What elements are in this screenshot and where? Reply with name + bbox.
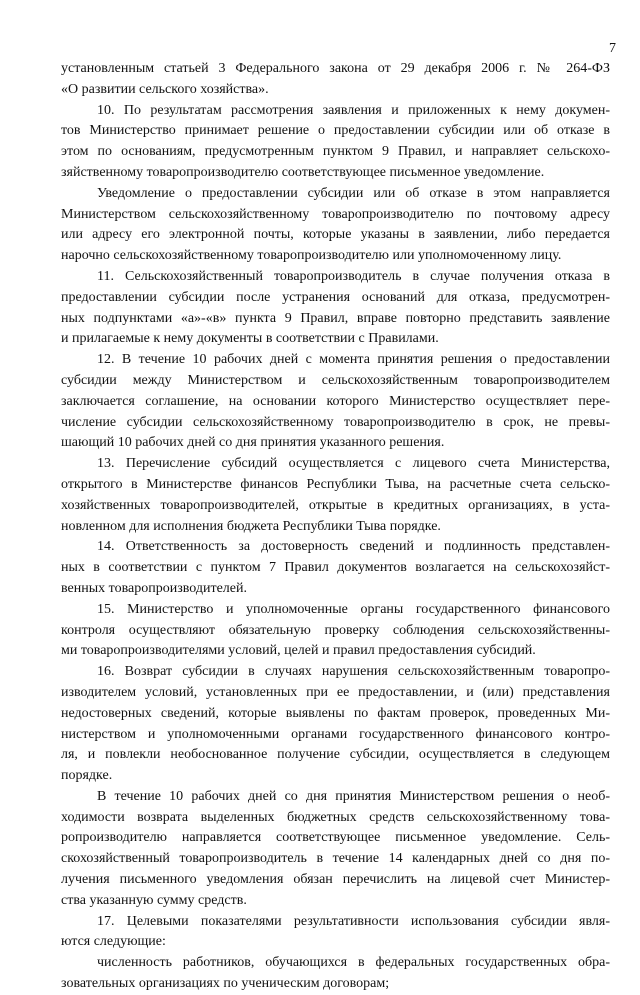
text-line: 14. Ответственность за достоверность сведений и подлинность представлен- [97, 539, 610, 555]
text-line: Министерством сельскохозяйственному товаропроизводителю по почтовому адресу [61, 206, 610, 222]
text-line: 16. Возврат субсидии в случаях нарушения сельскохозяйственным товаропро- [97, 664, 610, 680]
text-line: контроля осуществляют обязательную проверку соблюдения сельскохозяйственны- [61, 622, 610, 638]
text-line: ных подпунктами «а»-«в» пункта 9 Правил, вправе повторно представить заявление [61, 310, 610, 326]
page-number: 7 [609, 41, 616, 56]
text-line: ются следующие: [61, 934, 166, 950]
text-line: новленном для исполнения бюджета Республики Тыва порядке. [61, 518, 441, 534]
text-line: хозяйственных товаропроизводителей, открытые в кредитных организациях, в уста- [61, 497, 610, 513]
text-line: зяйственному товаропроизводителю соответствующее письменное уведомление. [61, 164, 545, 180]
text-line: ля, и повлекли необоснованное получение субсидии, осуществляется в следующем [61, 747, 610, 763]
text-line: или адресу его электронной почты, которые указаны в заявлении, либо передается [61, 227, 610, 243]
text-line: венных товаропроизводителей. [61, 580, 247, 596]
text-line: открытого в Министерстве финансов Республики Тыва, на расчетные счета сельско- [61, 476, 610, 492]
text-line: ми товаропроизводителями условий, целей и правил предоставления субсидий. [61, 643, 536, 659]
text-line: субсидии между Министерством и сельскохозяйственным товаропроизводителем [61, 372, 610, 388]
text-line: ства указанную сумму средств. [61, 892, 247, 908]
text-line: предоставлении субсидии после устранения оснований для отказа, предусмотрен- [61, 289, 610, 305]
text-line: нистерством и уполномоченными органами государственного финансового контро- [61, 726, 610, 742]
text-line: 10. По результатам рассмотрения заявления и приложенных к нему докумен- [97, 102, 610, 118]
text-line: 12. В течение 10 рабочих дней с момента принятия решения о предоставлении [97, 352, 610, 368]
text-line: ных в соответствии с пунктом 7 Правил документов возлагается на сельскохозяйст- [61, 560, 610, 576]
text-line: «О развитии сельского хозяйства». [61, 81, 269, 97]
text-line: скохозяйственный товаропроизводитель в течение 14 календарных дней со дня по- [61, 851, 610, 867]
text-line: этом по основаниям, предусмотренным пунктом 9 Правил, и направляет сельскохо- [61, 144, 610, 160]
document-body [61, 59, 610, 995]
text-line: установленным статьей 3 Федерального закона от 29 декабря 2006 г. № 264-ФЗ [61, 61, 610, 76]
text-line: шающий 10 рабочих дней со дня принятия указанного решения. [61, 435, 445, 451]
text-line: числение субсидии сельскохозяйственному товаропроизводителю в срок, не превы- [61, 414, 610, 430]
text-line: нарочно сельскохозяйственному товаропроизводителю или уполномоченному лицу. [61, 248, 562, 264]
text-line: заключается соглашение, на основании которого Министерство осуществляет пере- [61, 393, 610, 409]
text-line: тов Министерство принимает решение о предоставлении субсидии или об отказе в [61, 123, 610, 139]
text-line: В течение 10 рабочих дней со дня принятия Министерством решения о необ- [97, 788, 610, 804]
text-line: и прилагаемые к нему документы в соответствии с Правилами. [61, 331, 439, 347]
text-line: 11. Сельскохозяйственный товаропроизводитель в случае получения отказа в [97, 268, 610, 284]
text-line: лучения письменного уведомления обязан перечислить на лицевой счет Министер- [61, 872, 610, 888]
text-line: недостоверных сведений, которые выявлены по фактам проверок, проведенных Ми- [61, 705, 610, 721]
text-line: 15. Министерство и уполномоченные органы государственного финансового [97, 601, 610, 617]
text-line: ходимости возврата выделенных бюджетных средств сельскохозяйственному това- [61, 809, 610, 825]
text-line: зовательных организациях по ученическим договорам; [61, 976, 390, 992]
text-line: Уведомление о предоставлении субсидии или об отказе в этом направляется [97, 185, 610, 201]
text-line: изводителем условий, установленных при ее предоставлении, и (или) представления [61, 684, 610, 700]
text-line: 13. Перечисление субсидий осуществляется с лицевого счета Министерства, [97, 456, 610, 472]
text-line: порядке. [61, 768, 113, 784]
text-line: 17. Целевыми показателями результативности использования субсидии явля- [97, 913, 610, 929]
text-line: ропроизводителю направляется соответствующее письменное уведомление. Сель- [61, 830, 610, 846]
text-line: численность работников, обучающихся в федеральных государственных обра- [97, 955, 610, 971]
